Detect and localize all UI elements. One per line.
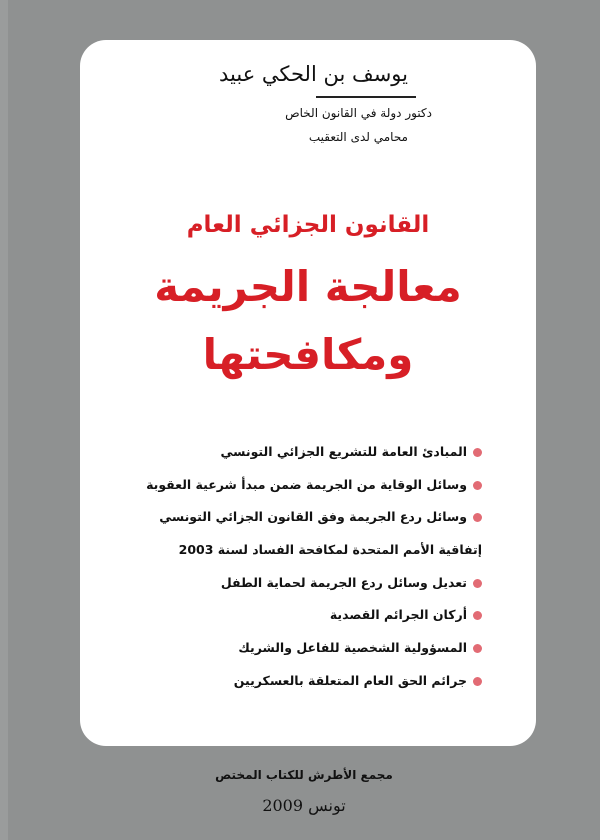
book-title-line-1: معالجة الجريمة	[154, 262, 462, 311]
topic-item	[122, 669, 482, 702]
topic-item	[122, 505, 482, 538]
bullet-icon	[473, 481, 482, 490]
topic-item	[122, 473, 482, 506]
bullet-icon	[473, 579, 482, 588]
topics-list	[122, 440, 482, 702]
topic-item	[122, 571, 482, 604]
topic-text: جرائم الحق العام المتعلقة بالعسكريين	[233, 672, 467, 688]
topic-text: وسائل الوقاية من الجريمة ضمن مبدأ شرعية العقوبة	[146, 476, 467, 492]
bullet-icon	[473, 448, 482, 457]
topic-text: إتفاقية الأمم المتحدة لمكافحة الفساد لسنة 2003	[178, 542, 482, 558]
topic-item	[122, 440, 482, 473]
book-subtitle: القانون الجزائي العام	[186, 212, 430, 238]
topic-text: تعديل وسائل ردع الجريمة لحماية الطفل	[220, 574, 467, 590]
topic-item	[122, 538, 482, 571]
bullet-icon	[473, 677, 482, 686]
bullet-icon	[473, 611, 482, 620]
author-credential-degree: دكتور دولة في القانون الخاص	[285, 106, 432, 120]
topic-text: المبادئ العامة للتشريع الجزائي التونسي	[220, 444, 467, 459]
author-name: يوسف بن الحكي عبيد	[219, 62, 408, 86]
topic-text: أركان الجرائم القصدية	[329, 607, 467, 623]
author-credential-profession: محامي لدى التعقيب	[308, 130, 408, 144]
publication-place-year: تونس 2009	[262, 796, 346, 815]
bullet-icon	[473, 513, 482, 522]
topic-text: وسائل ردع الجريمة وفق القانون الجزائي التونسي	[159, 509, 467, 525]
bullet-icon	[473, 644, 482, 653]
topic-item	[122, 603, 482, 636]
book-title-line-2: ومكافحتها	[202, 330, 414, 379]
publisher-name: مجمع الأطرش للكتاب المختص	[215, 768, 393, 782]
cover-panel	[80, 40, 536, 746]
topic-text: المسؤولية الشخصية للفاعل والشريك	[238, 640, 467, 656]
author-underline	[316, 96, 416, 98]
topic-item	[122, 636, 482, 669]
